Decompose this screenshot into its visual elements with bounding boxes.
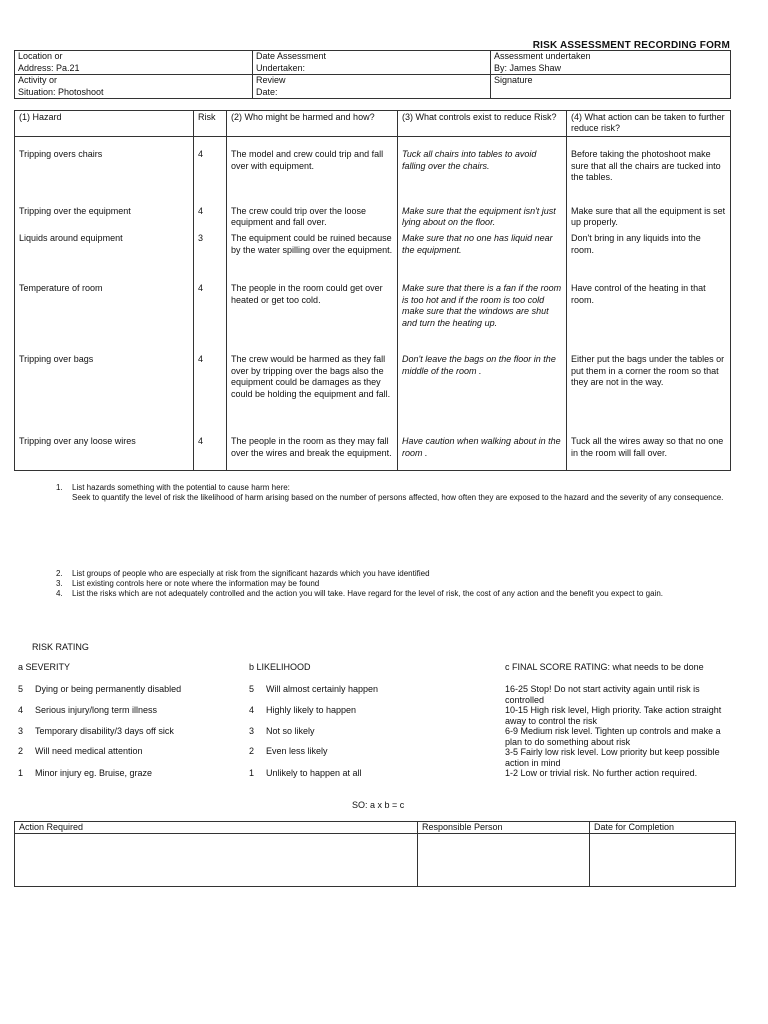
hazard-cell: Tripping over any loose wires [15, 430, 194, 471]
severity-title: a SEVERITY [18, 662, 71, 672]
date-assessment-cell [253, 51, 491, 75]
severity-number: 1 [18, 768, 24, 778]
signature-cell [491, 75, 731, 99]
risk-header: Risk [194, 111, 227, 137]
likelihood-title: b LIKELIHOOD [249, 662, 311, 672]
who-header: (2) Who might be harmed and how? [227, 111, 398, 137]
responsible-person-input[interactable] [418, 834, 590, 887]
note-4 [56, 589, 736, 599]
note-number: 2. [56, 569, 63, 578]
likelihood-text: Not so likely [266, 726, 315, 736]
responsible-person-header: Responsible Person [418, 822, 590, 834]
controls-header: (3) What controls exist to reduce Risk? [398, 111, 567, 137]
action-required-header: Action Required [15, 822, 418, 834]
hazard-table [14, 110, 731, 471]
action-cell: Either put the bags under the tables or put them in a corner the room so that they are not in the way. [567, 350, 731, 430]
who-cell: The crew would be harmed as they fall over by tripping over the bags also the equipment could be damages as they could be holding the equipment and fall. [227, 350, 398, 430]
activity-label: Activity or [18, 75, 58, 85]
action-cell: Make sure that all the equipment is set up properly. [567, 194, 731, 229]
assessor-cell [491, 51, 731, 75]
hazard-table-header [15, 111, 731, 137]
table-row [15, 194, 731, 229]
situation-value: Situation: Photoshoot [18, 86, 104, 97]
likelihood-text: Will almost certainly happen [266, 684, 379, 694]
note-text: List existing controls here or note where the information may be found [72, 579, 320, 588]
hazard-cell: Liquids around equipment [15, 229, 194, 280]
note-text: List hazards something with the potential to cause harm here: [72, 483, 290, 492]
note-number: 4. [56, 589, 63, 598]
final-score-item: 10-15 High risk level, High priority. Take action straight away to control the risk [505, 705, 722, 726]
action-header: (4) What action can be taken to further reduce risk? [567, 111, 731, 137]
hazard-cell: Tripping over the equipment [15, 194, 194, 229]
note-text: List the risks which are not adequately controlled and the action you will take. Have regard for the level of risk, the cost of any action and the benefit you expect to gain. [72, 589, 664, 598]
severity-text: Minor injury eg. Bruise, graze [35, 768, 153, 778]
action-cell: Have control of the heating in that room. [567, 280, 731, 350]
action-required-input[interactable] [15, 834, 418, 887]
hazard-cell: Temperature of room [15, 280, 194, 350]
severity-text: Dying or being permanently disabled [35, 684, 182, 694]
action-cell: Tuck all the wires away so that no one in the room will fall over. [567, 430, 731, 471]
location-label: Location or [18, 51, 63, 61]
table-row [15, 350, 731, 430]
severity-number: 4 [18, 705, 24, 715]
table-row [15, 280, 731, 350]
action-cell: Don't bring in any liquids into the room. [567, 229, 731, 280]
final-score-title: c FINAL SCORE RATING: what needs to be done [505, 662, 704, 672]
risk-cell: 4 [194, 350, 227, 430]
assessment-undertaken-label: Assessment undertaken [494, 51, 591, 61]
severity-text: Serious injury/long term illness [35, 705, 158, 715]
form-title: RISK ASSESSMENT RECORDING FORM [532, 40, 730, 51]
location-cell [15, 51, 253, 75]
final-score-item: 3-5 Fairly low risk level. Low priority but keep possible action in mind [505, 747, 720, 768]
table-row [15, 229, 731, 280]
hazard-cell: Tripping over bags [15, 350, 194, 430]
likelihood-text: Unlikely to happen at all [266, 768, 362, 778]
likelihood-number: 1 [249, 768, 255, 778]
who-cell: The people in the room could get over heated or get too cold. [227, 280, 398, 350]
likelihood-number: 5 [249, 684, 255, 694]
severity-number: 5 [18, 684, 24, 694]
action-cell: Before taking the photoshoot make sure that all the chairs are tucked into the tables. [567, 137, 731, 194]
note-number: 3. [56, 579, 63, 588]
activity-cell [15, 75, 253, 99]
action-table [14, 821, 736, 887]
likelihood-number: 3 [249, 726, 255, 736]
controls-cell: Don't leave the bags on the floor in the middle of the room . [398, 350, 567, 430]
undertaken-label: Undertaken: [256, 62, 306, 73]
severity-number: 2 [18, 746, 24, 756]
risk-cell: 4 [194, 137, 227, 194]
who-cell: The people in the room as they may fall over the wires and break the equipment. [227, 430, 398, 471]
who-cell: The crew could trip over the loose equipment and fall over. [227, 194, 398, 229]
likelihood-number: 4 [249, 705, 255, 715]
controls-cell: Tuck all chairs into tables to avoid falling over the chairs. [398, 137, 567, 194]
risk-cell: 3 [194, 229, 227, 280]
severity-text: Temporary disability/3 days off sick [35, 726, 174, 736]
likelihood-text: Highly likely to happen [266, 705, 357, 715]
note-text: List groups of people who are especially at risk from the significant hazards which you have identified [72, 569, 430, 578]
risk-rating-title: RISK RATING [32, 642, 89, 652]
score-formula: SO: a x b = c [352, 800, 405, 810]
note-3 [56, 579, 736, 589]
severity-text: Will need medical attention [35, 746, 143, 756]
who-cell: The equipment could be ruined because by the water spilling over the equipment. [227, 229, 398, 280]
signature-label: Signature [494, 75, 533, 85]
likelihood-text: Even less likely [266, 746, 328, 756]
controls-cell: Make sure that there is a fan if the room is too hot and if the room is too cold make sure that the windows are shut and turn the heating up. [398, 280, 567, 350]
severity-number: 3 [18, 726, 24, 736]
header-table [14, 50, 731, 99]
date-assessment-label: Date Assessment [256, 51, 327, 61]
risk-cell: 4 [194, 280, 227, 350]
note-text: Seek to quantify the level of risk the likelihood of harm arising based on the number of persons affected, how often they are exposed to the hazard and the severity of any consequence. [72, 493, 724, 502]
review-date-label: Date: [256, 86, 278, 97]
assessor-name: By: James Shaw [494, 62, 562, 73]
who-cell: The model and crew could trip and fall over with equipment. [227, 137, 398, 194]
risk-cell: 4 [194, 194, 227, 229]
note-1 [56, 483, 736, 503]
controls-cell: Have caution when walking about in the room . [398, 430, 567, 471]
table-row [15, 137, 731, 194]
note-number: 1. [56, 483, 63, 492]
final-score-item: 16-25 Stop! Do not start activity again until risk is controlled [505, 684, 700, 705]
note-2 [56, 569, 736, 579]
review-cell [253, 75, 491, 99]
hazard-cell: Tripping overs chairs [15, 137, 194, 194]
final-score-item: 6-9 Medium risk level. Tighten up controls and make a plan to do something about risk [505, 726, 721, 747]
date-for-completion-header: Date for Completion [590, 822, 736, 834]
table-row [15, 430, 731, 471]
review-label: Review [256, 75, 286, 85]
hazard-header: (1) Hazard [15, 111, 194, 137]
risk-cell: 4 [194, 430, 227, 471]
likelihood-number: 2 [249, 746, 255, 756]
address-value: Address: Pa.21 [18, 62, 80, 73]
controls-cell: Make sure that the equipment isn't just lying about on the floor. [398, 194, 567, 229]
final-score-item: 1-2 Low or trivial risk. No further action required. [505, 768, 698, 778]
controls-cell: Make sure that no one has liquid near the equipment. [398, 229, 567, 280]
date-for-completion-input[interactable] [590, 834, 736, 887]
